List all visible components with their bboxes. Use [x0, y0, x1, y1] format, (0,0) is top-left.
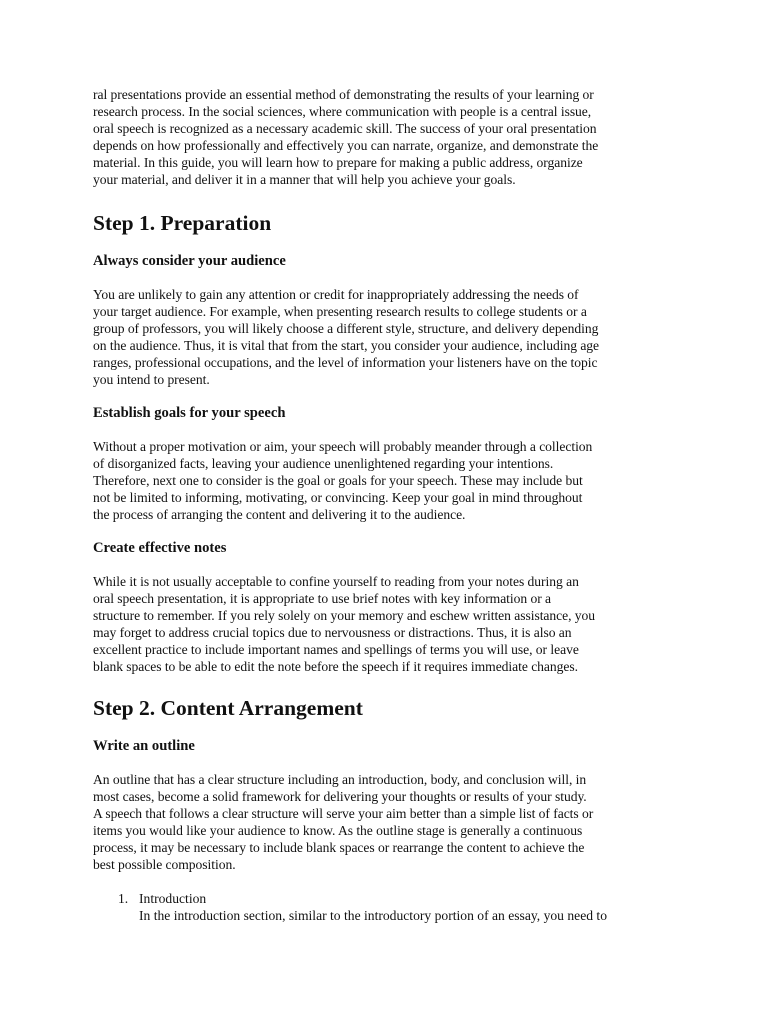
audience-paragraph: You are unlikely to gain any attention or credit for inappropriately addressing the needs of your target audience. For example, when presenting research results to college students or a group of professors, you will likely choose a different style, structure, and delivery depending on the audience. Thus, it is vital that from the start, you consider your audience, including age ranges, professional occupations, and the level of information your listeners have on the topic you intend to present.: [93, 287, 600, 387]
step2-heading: Step 2. Content Arrangement: [93, 696, 363, 720]
outline-heading: Write an outline: [93, 738, 195, 754]
list-item-text: In the introduction section, similar to the introductory portion of an essay, you need to: [139, 908, 608, 923]
outline-paragraph: An outline that has a clear structure including an introduction, body, and conclusion will, in most cases, become a solid framework for delivering your thoughts or results of your study. A speech that follows a clear structure will serve your aim better than a simple list of facts or items you would like your audience to know. As the outline stage is generally a continuous process, it may be necessary to include blank spaces or rearrange the content to achieve the best possible composition.: [93, 772, 594, 872]
notes-paragraph: While it is not usually acceptable to confine yourself to reading from your notes during an oral speech presentation, it is appropriate to use brief notes with key information or a structure to remember. If you rely solely on your memory and eschew written assistance, you may forget to address crucial topics due to nervousness or distractions. Thus, it is also an excellent practice to include important names and spellings of terms you will use, or leave blank spaces to be able to edit the note before the speech if it requires immediate changes.: [93, 574, 596, 674]
list-item-number: 1.: [118, 891, 129, 906]
goals-heading: Establish goals for your speech: [93, 405, 286, 421]
document-page: [93, 86, 677, 924]
outline-list: [93, 890, 677, 924]
list-item-title: Introduction: [139, 891, 207, 906]
step1-heading: Step 1. Preparation: [93, 211, 272, 235]
notes-heading: Create effective notes: [93, 540, 227, 556]
intro-paragraph: ral presentations provide an essential method of demonstrating the results of your learning or research process. In the social sciences, where communication with people is a central issue, oral speech is recognized as a necessary academic skill. The success of your oral presentation depends on how professionally and effectively you can narrate, organize, and demonstrate the material. In this guide, you will learn how to prepare for making a public address, organize your material, and deliver it in a manner that will help you achieve your goals.: [93, 87, 599, 187]
list-item: [93, 890, 677, 924]
goals-paragraph: Without a proper motivation or aim, your speech will probably meander through a collection of disorganized facts, leaving your audience unenlightened regarding your intentions. Therefore, next one to consider is the goal or goals for your speech. These may include but not be limited to informing, motivating, or convincing. Keep your goal in mind throughout the process of arranging the content and delivering it to the audience.: [93, 439, 593, 522]
audience-heading: Always consider your audience: [93, 253, 286, 269]
